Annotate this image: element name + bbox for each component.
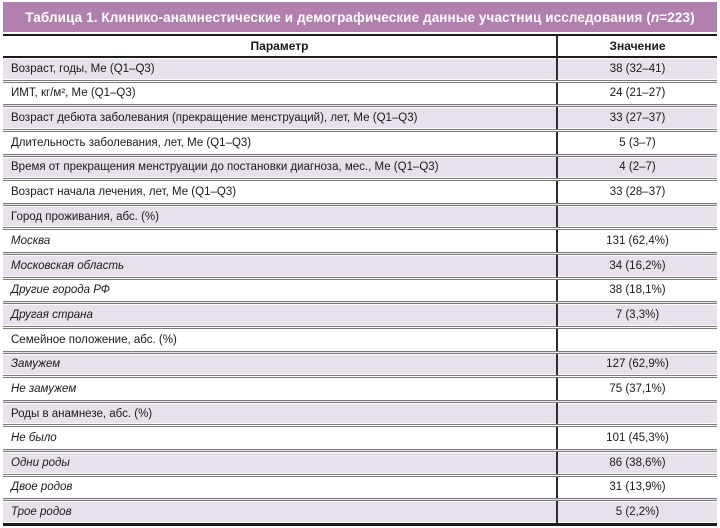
param-cell: Москва	[11, 235, 51, 248]
param-cell: ИМТ, кг/м², Ме (Q1–Q3)	[11, 87, 136, 100]
value-cell: 5 (2,2%)	[556, 501, 717, 523]
param-cell: Другая страна	[11, 309, 93, 322]
table-header-row	[3, 34, 717, 58]
param-cell: Семейное положение, абс. (%)	[11, 333, 177, 346]
table-title-bar	[3, 2, 717, 32]
param-cell: Время от прекращения менструации до постановки диагноза, мес., Ме (Q1–Q3)	[11, 161, 439, 174]
param-cell: Не было	[11, 432, 57, 445]
param-cell: Одни роды	[11, 456, 70, 469]
value-cell: 127 (62,9%)	[556, 354, 717, 376]
table-row	[3, 449, 717, 474]
table-row	[3, 203, 717, 228]
table-row	[3, 80, 717, 105]
table-row	[3, 351, 717, 376]
param-cell: Возраст, годы, Ме (Q1–Q3)	[11, 62, 155, 75]
param-cell: Замужем	[11, 358, 61, 371]
param-cell: Двое родов	[11, 481, 73, 494]
table-row	[3, 277, 717, 302]
value-cell	[556, 403, 717, 425]
value-cell	[556, 329, 717, 351]
value-cell: 33 (27–37)	[556, 107, 717, 129]
table-row	[3, 375, 717, 400]
column-header-value: Значение	[556, 36, 717, 56]
value-cell: 5 (3–7)	[556, 132, 717, 154]
table-row	[3, 498, 717, 523]
param-cell: Город проживания, абс. (%)	[11, 210, 159, 223]
param-cell: Возраст начала лечения, лет, Ме (Q1–Q3)	[11, 185, 237, 198]
table-row	[3, 58, 717, 80]
table-row	[3, 252, 717, 277]
param-cell: Московская область	[11, 259, 125, 272]
table-row	[3, 154, 717, 179]
value-cell: 131 (62,4%)	[556, 230, 717, 252]
param-cell: Возраст дебюта заболевания (прекращение менструаций), лет, Ме (Q1–Q3)	[11, 112, 418, 125]
param-cell: Не замужем	[11, 382, 77, 395]
value-cell: 33 (28–37)	[556, 181, 717, 203]
param-cell: Трое родов	[11, 506, 72, 519]
value-cell: 86 (38,6%)	[556, 452, 717, 474]
param-cell: Другие города РФ	[11, 284, 110, 297]
table-row	[3, 129, 717, 154]
value-cell: 75 (37,1%)	[556, 378, 717, 400]
value-cell	[556, 206, 717, 228]
table-row	[3, 301, 717, 326]
table-row	[3, 227, 717, 252]
table-row	[3, 178, 717, 203]
column-header-parameter: Параметр	[250, 39, 309, 53]
value-cell: 7 (3,3%)	[556, 304, 717, 326]
value-cell: 101 (45,3%)	[556, 427, 717, 449]
value-cell: 38 (32–41)	[556, 58, 717, 80]
table-row	[3, 400, 717, 425]
table-row	[3, 326, 717, 351]
value-cell: 34 (16,2%)	[556, 255, 717, 277]
table-title-n-italic: n	[650, 9, 660, 25]
table-title	[25, 10, 694, 25]
param-cell: Длительность заболевания, лет, Ме (Q1–Q3)	[11, 136, 252, 149]
table-title-text-after: =223)	[659, 9, 695, 25]
value-cell: 31 (13,9%)	[556, 477, 717, 499]
table-row	[3, 474, 717, 499]
table-row	[3, 424, 717, 449]
param-cell: Роды в анамнезе, абс. (%)	[11, 407, 153, 420]
table-title-text-before: Таблица 1. Клинико-анамнестические и демографические данные участниц исследования (	[25, 9, 651, 25]
value-cell: 4 (2–7)	[556, 157, 717, 179]
value-cell: 24 (21–27)	[556, 83, 717, 105]
table-row	[3, 104, 717, 129]
value-cell: 38 (18,1%)	[556, 280, 717, 302]
table-body	[3, 58, 717, 526]
